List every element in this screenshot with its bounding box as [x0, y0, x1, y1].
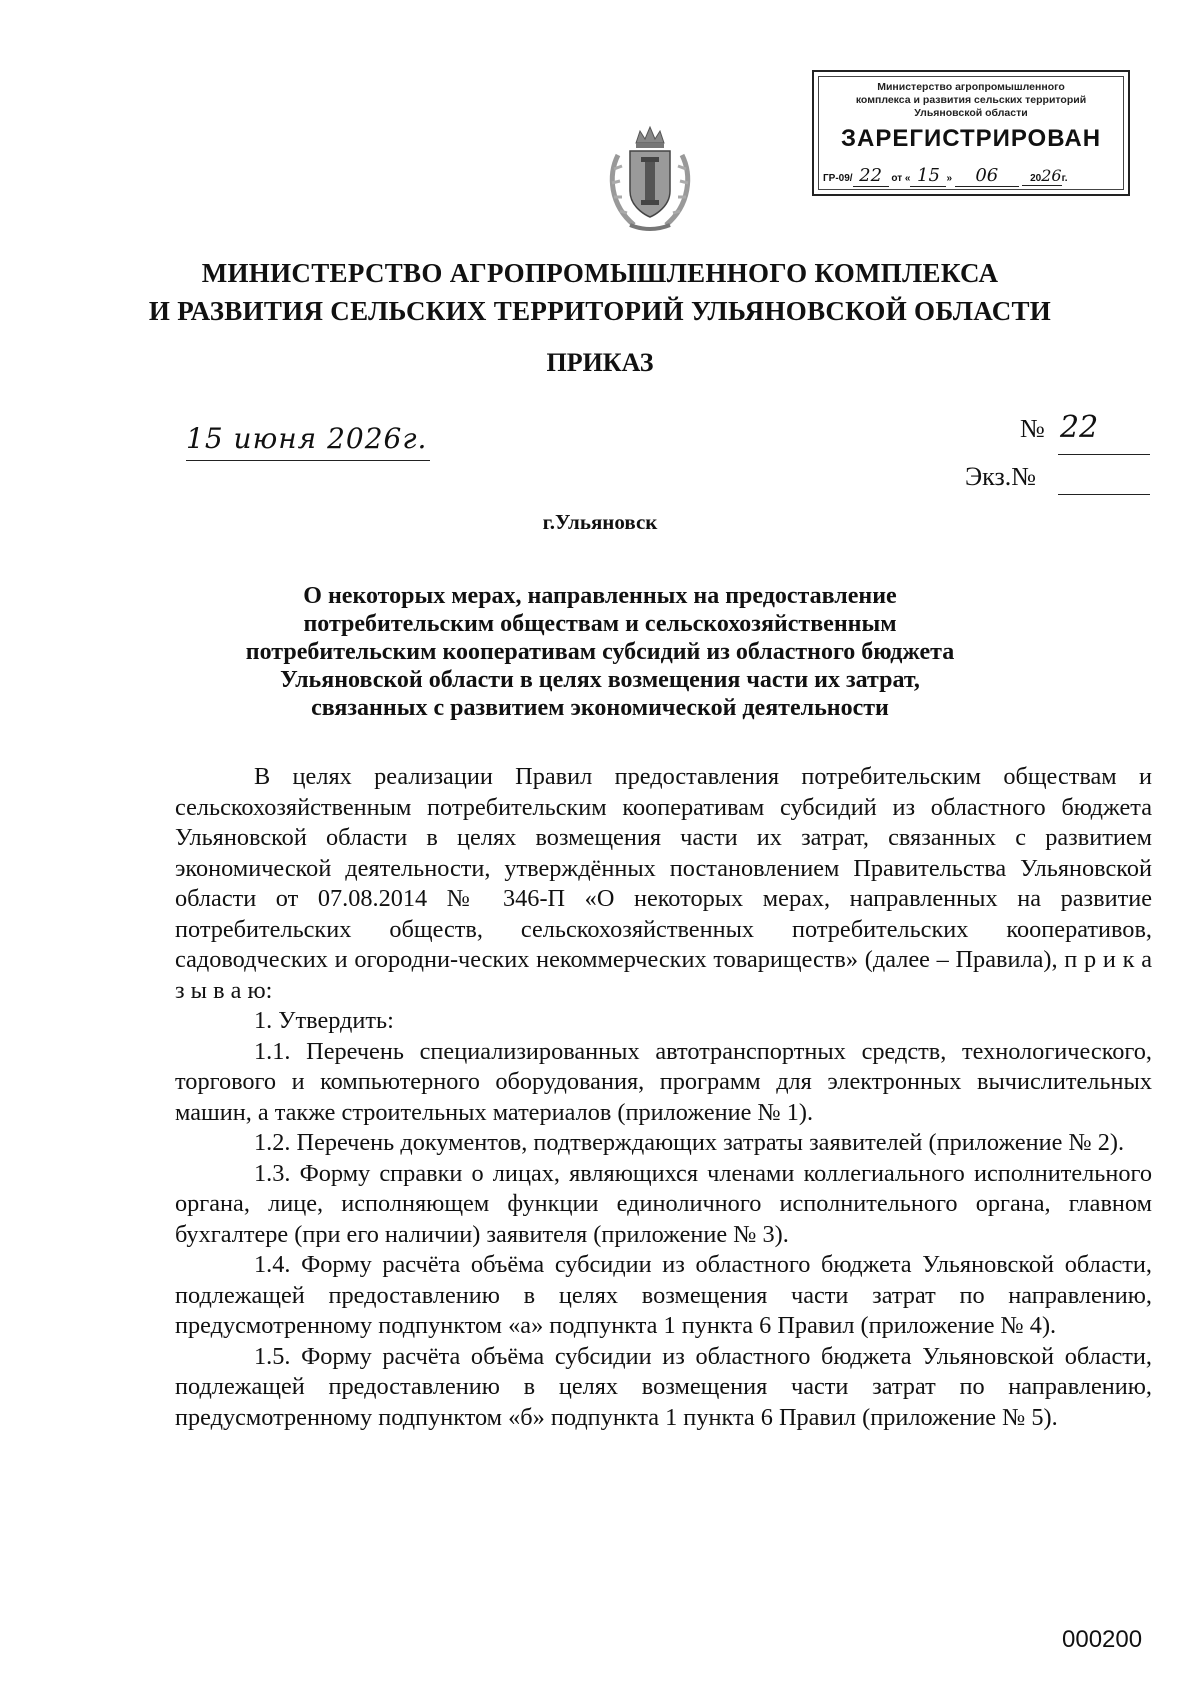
- paragraph-1-3: 1.3. Форму справки о лицах, являющихся членами коллегиального исполнительного органа, лице, исполняющем функции единоличного исполнительного органа, главном бухгалтере (при его наличии) заявителя (приложение № 3).: [175, 1159, 1152, 1248]
- date-underline: [186, 460, 430, 461]
- paragraph-preamble: В целях реализации Правил предоставления потребительским обществам и сельскохозяйственным потребительским кооперативам субсидий из областного бюджета Ульяновской области в целях возмещения части их затрат, связанных с развитием экономической деятельности, утверждённых постановлением Правительства Ульяновской области от 07.08.2014 № 346-П «О некоторых мерах, направленных на развитие потребительских обществ, сельскохозяйственных потребительских кооперативов, садоводческих и огородни-ческих некоммерческих товариществ» (далее – Правила), п р и к а з ы в а ю:: [175, 763, 1152, 1004]
- handwritten-date: 15 июня 2026г.: [186, 422, 428, 455]
- copy-label: Экз.№: [965, 462, 1037, 491]
- page-code: 000200: [1062, 1626, 1143, 1653]
- stamp-reg-number: 22: [853, 165, 889, 187]
- document-type: ПРИКАЗ: [546, 348, 654, 377]
- city: г.Ульяновск: [542, 510, 658, 534]
- number-label: №: [1020, 414, 1045, 443]
- stamp-month: 06: [955, 165, 1019, 187]
- stamp-inner-border: [818, 76, 1124, 190]
- title-line2: потребительским обществам и сельскохозяйственным: [303, 611, 897, 637]
- title-line5: связанных с развитием экономической деятельности: [311, 695, 889, 721]
- paragraph-1-1: 1.1. Перечень специализированных автотранспортных средств, технологического, торгового и компьютерного оборудования, программ для электронных вычислительных машин, а также строительных материалов (приложение № 1).: [175, 1037, 1152, 1126]
- handwritten-number: 22: [1060, 410, 1099, 445]
- stamp-year-prefix: 20: [1030, 173, 1042, 184]
- stamp-month-sep: »: [946, 173, 953, 184]
- title-line3: потребительским кооперативам субсидий из областного бюджета: [245, 639, 955, 665]
- stamp-org-line2: комплекса и развития сельских территорий: [855, 94, 1087, 106]
- copy-underline: [1058, 494, 1150, 495]
- ulyanovsk-coat-of-arms-icon: [604, 125, 696, 235]
- stamp-year-suffix: 26: [1041, 166, 1062, 185]
- title-line1: О некоторых мерах, направленных на предоставление: [303, 583, 897, 609]
- paragraph-1-4: 1.4. Форму расчёта объёма субсидии из областного бюджета Ульяновской области, подлежащей предоставлению в целях возмещения части затрат по направлению, предусмотренному подпунктом «а» подпункта 1 пункта 6 Правил (приложение № 4).: [175, 1251, 1152, 1339]
- registration-stamp: [812, 70, 1130, 196]
- stamp-org-line1: Министерство агропромышленного: [877, 81, 1065, 93]
- stamp-year: [1022, 166, 1062, 186]
- stamp-year-end: г.: [1061, 173, 1068, 184]
- stamp-org-line3: Ульяновской области: [914, 107, 1028, 119]
- paragraph-1: 1. Утвердить:: [254, 1007, 394, 1034]
- stamp-day: 15: [910, 165, 946, 187]
- document-body: [175, 762, 1152, 1433]
- stamp-status: ЗАРЕГИСТРИРОВАН: [840, 125, 1102, 152]
- title-line4: Ульяновской области в целях возмещения части их затрат,: [280, 667, 920, 693]
- stamp-registration-line: [823, 165, 1123, 187]
- ministry-line1: МИНИСТЕРСТВО АГРОПРОМЫШЛЕННОГО КОМПЛЕКСА: [201, 258, 999, 288]
- coat-of-arms-svg: [604, 125, 696, 235]
- paragraph-1-5: 1.5. Форму расчёта объёма субсидии из областного бюджета Ульяновской области, подлежащей предоставлению в целях возмещения части затрат по направлению, предусмотренному подпунктом «б» подпункта 1 пункта 6 Правил (приложение № 5).: [175, 1342, 1152, 1431]
- ministry-line2: И РАЗВИТИЯ СЕЛЬСКИХ ТЕРРИТОРИЙ УЛЬЯНОВСКОЙ ОБЛАСТИ: [148, 296, 1052, 326]
- paragraph-1-2: 1.2. Перечень документов, подтверждающих затраты заявителей (приложение № 2).: [254, 1129, 1125, 1156]
- document-title: [180, 582, 1020, 722]
- ministry-header: [0, 254, 1200, 330]
- number-underline: [1058, 454, 1150, 455]
- stamp-from-label: от «: [891, 173, 911, 184]
- stamp-reg-prefix: ГР-09/: [823, 173, 853, 184]
